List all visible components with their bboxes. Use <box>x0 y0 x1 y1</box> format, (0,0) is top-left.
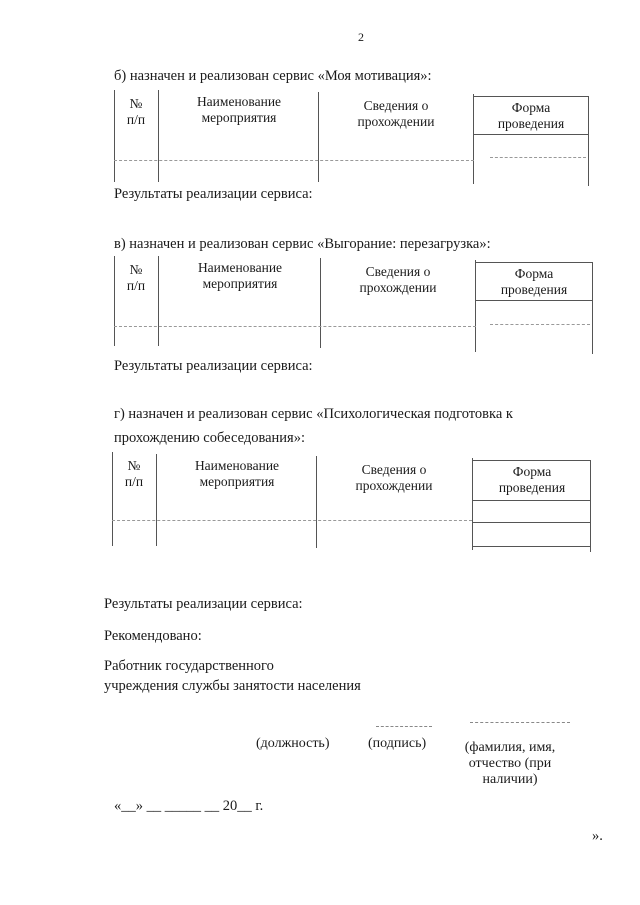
col-form-header: Форма проведения <box>497 100 565 131</box>
section-v-results: Результаты реализации сервиса: <box>114 358 313 374</box>
section-g-results: Результаты реализации сервиса: <box>104 596 303 612</box>
page-number: 2 <box>358 30 364 44</box>
col-name-header: Наименование мероприятия <box>197 260 283 291</box>
col-name-header: Наименование мероприятия <box>196 94 282 125</box>
col-info-header: Сведения о прохождении <box>359 264 437 295</box>
recommended-label: Рекомендовано: <box>104 628 202 644</box>
closing-quote: ». <box>592 828 603 844</box>
section-g-heading-line1: г) назначен и реализован сервис «Психологическая подготовка к <box>114 406 513 422</box>
section-b-heading: б) назначен и реализован сервис «Моя мотивация»: <box>114 68 432 84</box>
date-line: «__» __ _____ __ 20__ г. <box>114 798 264 814</box>
section-b-results: Результаты реализации сервиса: <box>114 186 313 202</box>
col-name-header: Наименование мероприятия <box>194 458 280 489</box>
fio-caption: (фамилия, имя, отчество (при наличии) <box>464 740 556 787</box>
position-caption: (должность) <box>256 736 330 751</box>
col-num-header: № п/п <box>126 262 146 293</box>
col-form-header: Форма проведения <box>500 266 568 297</box>
worker-title-line1: Работник государственного <box>104 658 274 674</box>
col-info-header: Сведения о прохождении <box>355 462 433 493</box>
worker-title-line2: учреждения службы занятости населения <box>104 678 361 694</box>
section-v-heading: в) назначен и реализован сервис «Выгорание: перезагрузка»: <box>114 236 491 252</box>
col-form-header: Форма проведения <box>498 464 566 495</box>
col-info-header: Сведения о прохождении <box>357 98 435 129</box>
section-g-heading-line2: прохождению собеседования»: <box>114 430 306 446</box>
signature-caption: (подпись) <box>368 736 427 751</box>
col-num-header: № п/п <box>126 96 146 127</box>
col-num-header: № п/п <box>124 458 144 489</box>
